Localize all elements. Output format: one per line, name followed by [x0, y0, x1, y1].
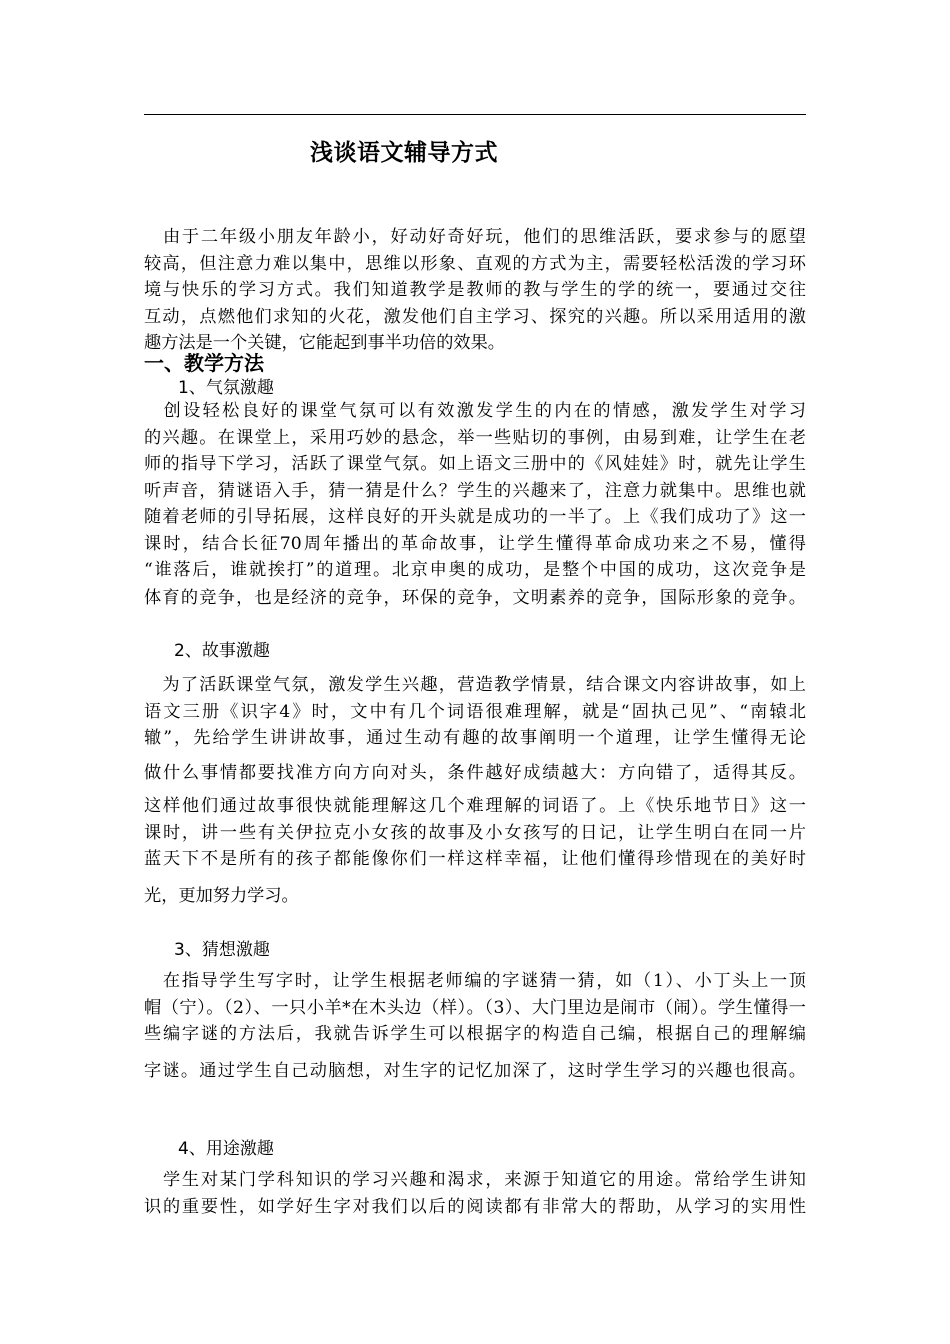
text-line: 境与快乐的学习方式。我们知道教学是教师的教与学生的学的统一，要通过交往 — [144, 280, 806, 300]
paragraph-guessing-end — [144, 1058, 806, 1085]
paragraph-atmosphere — [144, 398, 806, 584]
text-line: 趣方法是一个关键，它能起到事半功倍的效果。 — [144, 333, 505, 353]
text-line: 互动，点燃他们求知的火花，激发他们自主学习、探究的兴趣。所以采用适用的激 — [144, 306, 806, 327]
subheading-usage: 4、用途激趣 — [178, 1139, 274, 1159]
text-line: 蓝天下不是所有的孩子都能像你们一样这样幸福，让他们懂得珍惜现在的美好时 — [144, 849, 806, 869]
text-line: 师的指导下学习，活跃了课堂气氛。如上语文三册中的《风娃娃》时，就先让学生 — [144, 454, 806, 474]
subheading-story: 2、故事激趣 — [174, 641, 270, 661]
text-line: 创设轻松良好的课堂气氛可以有效激发学生的内在的情感，激发学生对学习 — [144, 401, 806, 421]
text-line: 的兴趣。在课堂上，采用巧妙的悬念，举一些贴切的事例，由易到难，让学生在老 — [144, 427, 806, 448]
subheading-guessing: 3、猜想激趣 — [174, 940, 270, 960]
text-line: 在指导学生写字时，让学生根据老师编的字谜猜一猜，如（1）、小丁头上一顶 — [144, 971, 806, 991]
document-title: 浅谈语文辅导方式 — [310, 140, 498, 166]
text-line: 由于二年级小朋友年龄小，好动好奇好玩，他们的思维活跃，要求参与的愿望 — [144, 227, 806, 247]
subheading-atmosphere: 1、气氛激趣 — [178, 378, 274, 398]
intro-paragraph — [144, 224, 806, 357]
text-line: 字谜。通过学生自己动脑想，对生字的记忆加深了，这时学生学习的兴趣也很高。 — [144, 1061, 806, 1081]
paragraph-guessing — [144, 968, 806, 1048]
paragraph-story-c — [144, 793, 806, 873]
text-line: 听声音，猜谜语入手，猜一猜是什么？学生的兴趣来了，注意力就集中。思维也就 — [144, 480, 806, 501]
paragraph-usage — [144, 1167, 806, 1220]
text-line: 些编字谜的方法后，我就告诉学生可以根据字的构造自己编，根据自己的理解编 — [144, 1024, 806, 1044]
text-line: 光，更加努力学习。 — [144, 886, 299, 906]
text-line: 随着老师的引导拓展，这样良好的开头就是成功的一半了。上《我们成功了》这一 — [144, 507, 806, 527]
text-line: 做什么事情都要找准方向方向对头，条件越好成绩越大：方向错了，适得其反。 — [144, 763, 806, 783]
text-line: 识的重要性，如学好生字对我们以后的阅读都有非常大的帮助，从学习的实用性 — [144, 1196, 806, 1217]
paragraph-story — [144, 672, 806, 752]
text-line: 为了活跃课堂气氛，激发学生兴趣，营造教学情景，结合课文内容讲故事，如上 — [144, 675, 806, 695]
text-line: 较高，但注意力难以集中，思维以形象、直观的方式为主，需要轻松活泼的学习环 — [144, 253, 806, 274]
text-line: 课时，讲一些有关伊拉克小女孩的故事及小女孩写的日记，让学生明白在同一片 — [144, 822, 806, 843]
text-line: 辙”，先给学生讲讲故事，通过生动有趣的故事阐明一个道理，让学生懂得无论 — [144, 728, 806, 748]
paragraph-story-b — [144, 760, 806, 787]
section-heading-teaching-methods: 一、教学方法 — [144, 351, 264, 375]
text-line: “谁落后，谁就挨打”的道理。北京申奥的成功，是整个中国的成功，这次竞争是 — [144, 560, 806, 580]
text-line: 语文三册《识字4》时，文中有几个词语很难理解，就是“固执己见”、“南辕北 — [144, 701, 806, 722]
text-line: 课时，结合长征70周年播出的革命故事，让学生懂得革命成功来之不易，懂得 — [144, 533, 806, 554]
paragraph-story-d — [144, 883, 806, 910]
text-line: 体育的竞争，也是经济的竞争，环保的竞争，文明素养的竞争，国际形象的竞争。 — [144, 588, 806, 608]
paragraph-atmosphere-end — [144, 585, 806, 612]
text-line: 这样他们通过故事很快就能理解这几个难理解的词语了。上《快乐地节日》这一 — [144, 796, 806, 816]
text-line: 帽（宁）。（2）、一只小羊*在木头边（样）。（3）、大门里边是闹市（闹）。学生懂得一 — [144, 997, 806, 1018]
text-line: 学生对某门学科知识的学习兴趣和渴求，来源于知道它的用途。常给学生讲知 — [144, 1170, 806, 1190]
header-rule — [144, 114, 806, 115]
